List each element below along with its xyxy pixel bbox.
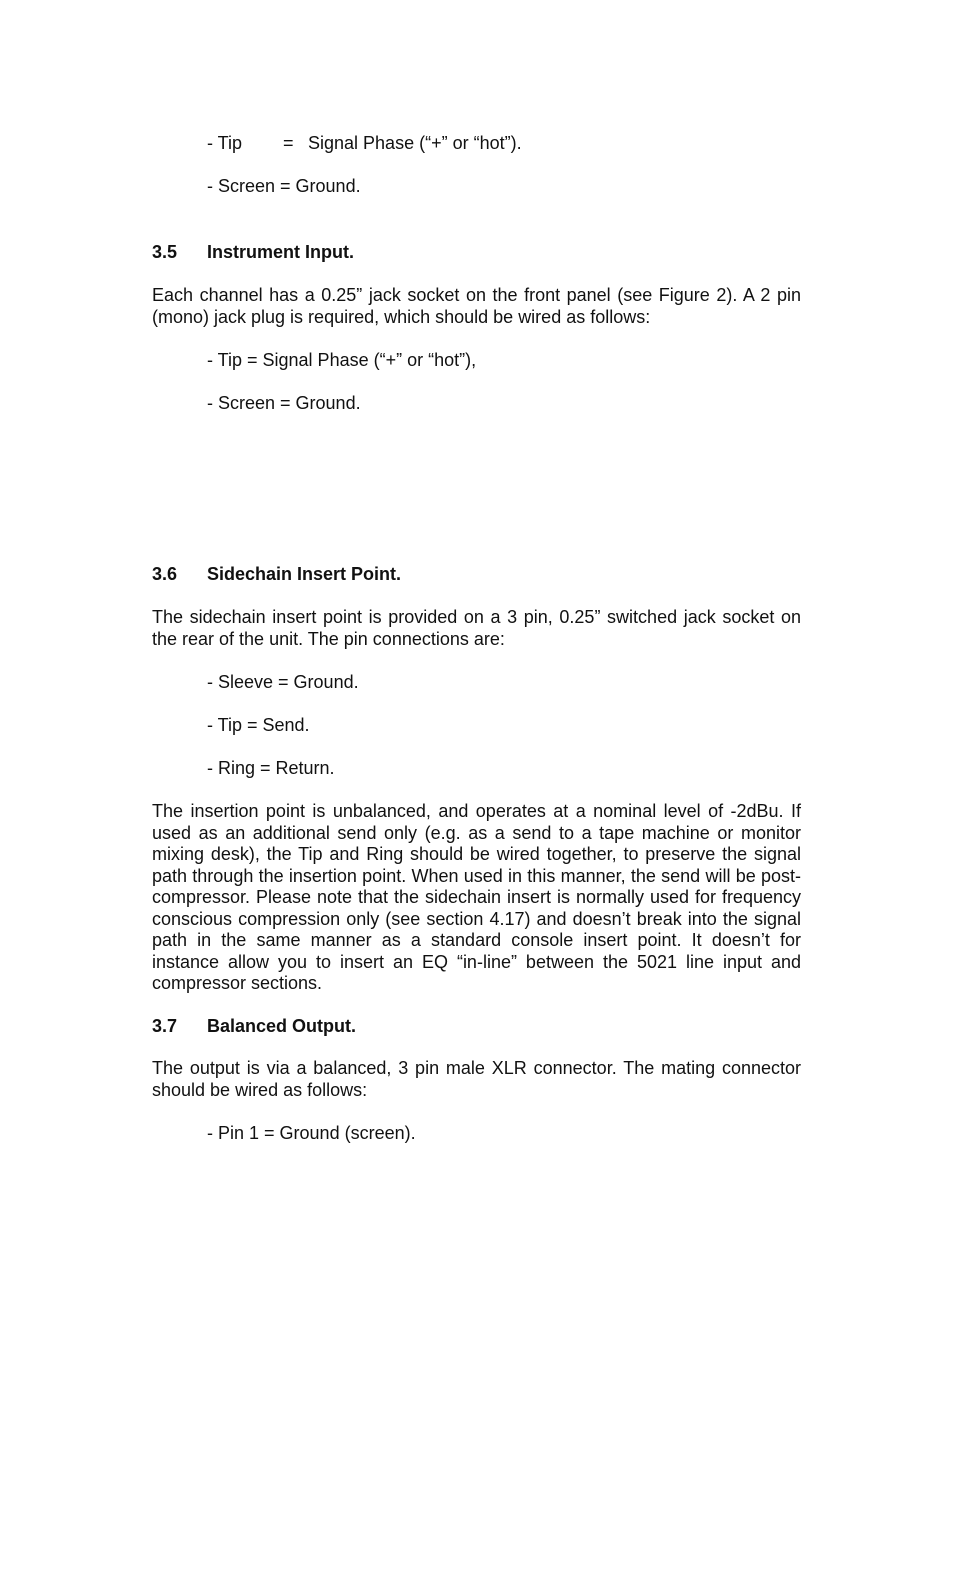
section-title: Balanced Output.: [207, 1016, 357, 1036]
list-item: - Ring = Return.: [207, 758, 335, 778]
list-item: - Tip = Send.: [207, 715, 310, 735]
list-item: - Screen = Ground.: [207, 393, 361, 413]
section-paragraph: The sidechain insert point is provided on a 3 pin, 0.25” switched jack socket on the rear of the unit. The pin connections are:: [152, 607, 801, 649]
section-paragraph: The output is via a balanced, 3 pin male XLR connector. The mating connector should be wired as follows:: [152, 1058, 801, 1100]
section-heading-3-5: [152, 242, 354, 264]
section-heading-3-6: [152, 564, 401, 586]
list-item: - Pin 1 = Ground (screen).: [207, 1123, 416, 1143]
section-number: 3.5: [152, 242, 178, 262]
section-number: 3.6: [152, 564, 178, 584]
section-heading-3-7: [152, 1016, 356, 1038]
tip-equals: =: [283, 133, 294, 153]
list-item-tip: [207, 133, 522, 155]
section-paragraph: The insertion point is unbalanced, and operates at a nominal level of -2dBu. If used as an additional send only (e.g. as a send to a tape machine or monitor mixing desk), the Tip and Ring should be wired together, to preserve the signal path through the insertion point. When used in this manner, the send will be post-compressor. Please note that the sidechain insert is normally used for frequency conscious compression only (see section 4.17) and doesn’t break into the signal path in the same manner as a standard console insert point. It doesn’t for instance allow you to insert an EQ “in-line” between the 5021 line input and compressor sections.: [152, 801, 801, 993]
tip-value: Signal Phase (“+” or “hot”).: [308, 133, 522, 153]
list-item: - Sleeve = Ground.: [207, 672, 359, 692]
list-item-screen: - Screen = Ground.: [207, 176, 361, 196]
tip-label: - Tip: [207, 133, 243, 153]
section-title: Instrument Input.: [207, 242, 354, 262]
section-number: 3.7: [152, 1016, 178, 1036]
section-title: Sidechain Insert Point.: [207, 564, 402, 584]
section-paragraph: Each channel has a 0.25” jack socket on the front panel (see Figure 2). A 2 pin (mono) jack plug is required, which should be wired as follows:: [152, 285, 801, 327]
list-item: - Tip = Signal Phase (“+” or “hot”),: [207, 350, 477, 370]
